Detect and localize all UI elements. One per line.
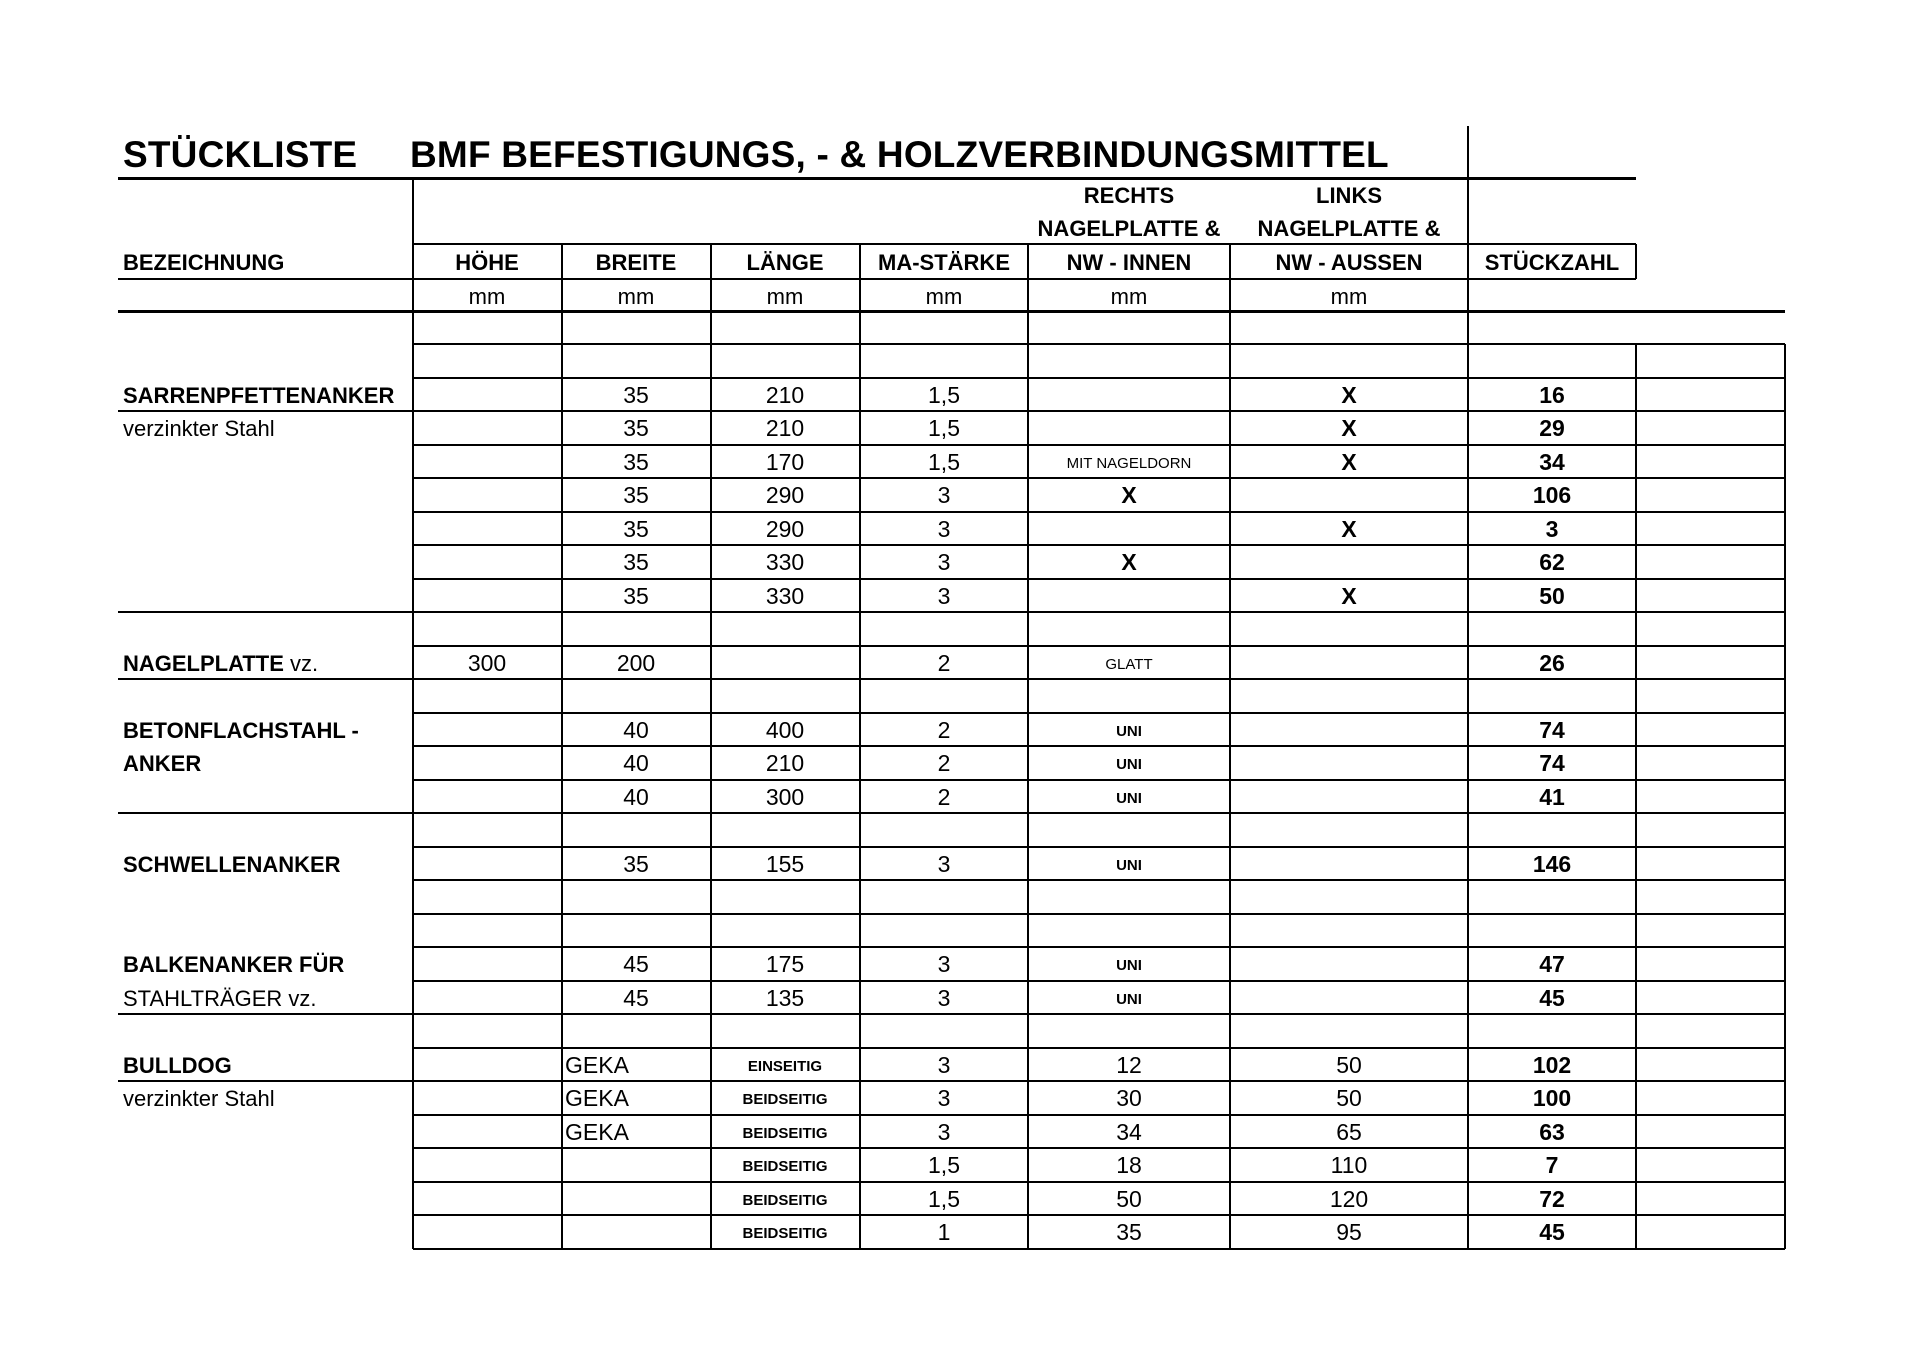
cell-stueckzahl: 26 bbox=[1539, 649, 1565, 676]
header-links-3: NW - AUSSEN bbox=[1275, 250, 1423, 275]
unit-mm: mm bbox=[1110, 284, 1148, 309]
header-rule bbox=[413, 243, 1468, 245]
header-bezeichnung: BEZEICHNUNG bbox=[123, 250, 285, 275]
group-separator bbox=[118, 410, 413, 412]
body-top-rule bbox=[413, 343, 1468, 345]
cell-laenge: 175 bbox=[765, 951, 805, 977]
cell-ma-staerke: 1,5 bbox=[928, 1185, 960, 1212]
cell-breite: 35 bbox=[623, 482, 649, 508]
cell-stueckzahl: 62 bbox=[1539, 549, 1565, 575]
cell-ma-staerke: 3 bbox=[937, 549, 951, 575]
group-separator bbox=[118, 678, 413, 680]
header-rechts-1: RECHTS bbox=[1083, 183, 1175, 208]
group-subtitle: ANKER bbox=[123, 751, 202, 776]
group-name-main: BETONFLACHSTAHL - bbox=[123, 717, 359, 743]
cell-rechts: 34 bbox=[1116, 1118, 1142, 1145]
cell-stueckzahl: 102 bbox=[1532, 1051, 1572, 1078]
cell-stueckzahl: 146 bbox=[1532, 850, 1572, 877]
cell-rechts: MIT NAGELDORN bbox=[1066, 454, 1192, 472]
cell-laenge: 135 bbox=[765, 984, 805, 1011]
header-stueckzahl: STÜCKZAHL bbox=[1484, 250, 1620, 275]
cell-ma-staerke: 1,5 bbox=[928, 415, 960, 441]
cell-breite: 35 bbox=[623, 381, 649, 408]
cell-breite: 40 bbox=[623, 750, 649, 776]
cell-ma-staerke: 3 bbox=[937, 1118, 951, 1145]
units-rule bbox=[118, 310, 1785, 313]
row-rule bbox=[413, 645, 1785, 647]
cell-stueckzahl: 41 bbox=[1539, 783, 1565, 810]
cell-stueckzahl: 72 bbox=[1539, 1185, 1565, 1212]
group-subtitle: verzinkter Stahl bbox=[123, 1086, 275, 1111]
row-rule bbox=[413, 846, 1785, 848]
row-rule bbox=[413, 779, 1785, 781]
cell-stueckzahl: 7 bbox=[1545, 1152, 1559, 1178]
cell-breite: GEKA bbox=[565, 1051, 629, 1078]
cell-ma-staerke: 3 bbox=[937, 482, 951, 508]
row-rule bbox=[413, 410, 1785, 412]
cell-ma-staerke: 1 bbox=[937, 1219, 951, 1245]
cell-links: 95 bbox=[1336, 1219, 1362, 1245]
row-rule bbox=[413, 611, 1785, 613]
group-name-main: SARRENPFETTENANKER bbox=[123, 382, 395, 408]
row-rule bbox=[413, 1080, 1785, 1082]
cell-laenge: 210 bbox=[765, 415, 805, 441]
cell-breite: 45 bbox=[623, 984, 649, 1011]
header-rule-lower-right bbox=[1468, 278, 1636, 280]
row-rule bbox=[413, 946, 1785, 948]
document-title: STÜCKLISTE bbox=[123, 134, 358, 175]
cell-rechts: UNI bbox=[1116, 957, 1142, 974]
cell-stueckzahl: 106 bbox=[1532, 482, 1572, 508]
unit-mm: mm bbox=[1330, 284, 1368, 309]
row-rule bbox=[413, 1147, 1785, 1149]
cell-rechts: X bbox=[1121, 549, 1137, 575]
body-top-rule-right bbox=[1468, 343, 1785, 345]
row-rule bbox=[413, 578, 1785, 580]
group-name-main: SCHWELLENANKER bbox=[123, 851, 341, 877]
group-separator bbox=[118, 1080, 413, 1082]
row-rule bbox=[413, 444, 1785, 446]
cell-links: X bbox=[1341, 415, 1357, 441]
group-name bbox=[123, 1052, 232, 1078]
group-name bbox=[123, 851, 341, 877]
row-rule bbox=[413, 544, 1785, 546]
cell-ma-staerke: 3 bbox=[937, 582, 951, 609]
cell-stueckzahl: 3 bbox=[1545, 515, 1559, 542]
row-rule bbox=[413, 879, 1785, 881]
cell-breite: 200 bbox=[616, 649, 656, 676]
cell-ma-staerke: 2 bbox=[937, 716, 951, 743]
group-separator bbox=[118, 611, 413, 613]
cell-ma-staerke: 1,5 bbox=[928, 1152, 960, 1178]
cell-ma-staerke: 3 bbox=[937, 951, 951, 977]
cell-ma-staerke: 2 bbox=[937, 783, 951, 810]
cell-breite: 40 bbox=[623, 716, 649, 743]
cell-ma-staerke: 3 bbox=[937, 1085, 951, 1111]
row-rule bbox=[413, 477, 1785, 479]
cell-stueckzahl: 50 bbox=[1539, 582, 1565, 609]
group-name-main: BULLDOG bbox=[123, 1052, 232, 1078]
cell-rechts: 35 bbox=[1116, 1219, 1142, 1245]
cell-laenge: 170 bbox=[765, 448, 805, 475]
unit-mm: mm bbox=[925, 284, 963, 309]
cell-links: X bbox=[1341, 582, 1357, 609]
cell-laenge: 290 bbox=[765, 482, 805, 508]
cell-laenge: 210 bbox=[765, 381, 805, 408]
group-subtitle: STAHLTRÄGER vz. bbox=[123, 985, 317, 1011]
group-name-main: NAGELPLATTE bbox=[123, 650, 284, 676]
row-rule bbox=[413, 1047, 1785, 1049]
cell-rechts: 18 bbox=[1116, 1152, 1142, 1178]
row-rule bbox=[413, 980, 1785, 982]
cell-stueckzahl: 34 bbox=[1539, 448, 1565, 475]
cell-breite: GEKA bbox=[565, 1118, 629, 1145]
cell-laenge: BEIDSEITIG bbox=[742, 1091, 828, 1108]
cell-ma-staerke: 3 bbox=[937, 1051, 951, 1078]
row-rule bbox=[413, 1181, 1785, 1183]
cell-stueckzahl: 63 bbox=[1539, 1118, 1565, 1145]
cell-laenge: 300 bbox=[765, 783, 805, 810]
cell-breite: 35 bbox=[623, 448, 649, 475]
row-rule bbox=[413, 1214, 1785, 1216]
row-rule bbox=[413, 1248, 1785, 1250]
row-rule bbox=[413, 1114, 1785, 1116]
cell-stueckzahl: 100 bbox=[1532, 1085, 1572, 1111]
cell-hoehe: 300 bbox=[467, 649, 507, 676]
cell-breite: 35 bbox=[623, 549, 649, 575]
unit-mm: mm bbox=[766, 284, 804, 309]
cell-rechts: 50 bbox=[1116, 1185, 1142, 1212]
cell-rechts: GLATT bbox=[1105, 655, 1153, 673]
cell-links: X bbox=[1341, 515, 1357, 542]
cell-rechts: UNI bbox=[1116, 756, 1142, 773]
cell-links: X bbox=[1341, 381, 1357, 408]
cell-rechts: X bbox=[1121, 482, 1137, 508]
group-name bbox=[123, 954, 344, 976]
group-separator bbox=[118, 812, 413, 814]
header-links-2: NAGELPLATTE & bbox=[1257, 216, 1441, 241]
group-name-suffix: vz. bbox=[283, 650, 319, 676]
cell-laenge: 330 bbox=[765, 549, 805, 575]
unit-mm: mm bbox=[617, 284, 655, 309]
header-ma-staerke: MA-STÄRKE bbox=[878, 250, 1010, 275]
cell-links: 110 bbox=[1330, 1152, 1368, 1178]
cell-stueckzahl: 74 bbox=[1539, 716, 1565, 743]
header-hoehe: HÖHE bbox=[455, 250, 519, 275]
cell-ma-staerke: 1,5 bbox=[928, 448, 960, 475]
group-name bbox=[123, 650, 319, 676]
cell-stueckzahl: 45 bbox=[1539, 1219, 1565, 1245]
stueckzahl-box-right bbox=[1635, 244, 1637, 279]
cell-stueckzahl: 16 bbox=[1539, 381, 1565, 408]
header-rechts-3: NW - INNEN bbox=[1066, 250, 1192, 275]
header-links-1: LINKS bbox=[1316, 183, 1382, 208]
row-rule bbox=[413, 913, 1785, 915]
cell-links: 65 bbox=[1336, 1118, 1362, 1145]
cell-rechts: UNI bbox=[1116, 722, 1142, 740]
cell-breite: 35 bbox=[623, 415, 649, 441]
cell-laenge: 400 bbox=[765, 716, 805, 743]
row-rule bbox=[413, 377, 1785, 379]
cell-rechts: 30 bbox=[1116, 1085, 1142, 1111]
cell-breite: 35 bbox=[623, 582, 649, 609]
group-name-main: BALKENANKER FÜR bbox=[123, 952, 345, 977]
cell-breite: 40 bbox=[623, 783, 649, 810]
row-rule bbox=[413, 678, 1785, 680]
row-rule bbox=[413, 745, 1785, 747]
title-underline bbox=[118, 177, 1468, 180]
cell-rechts: UNI bbox=[1116, 789, 1142, 807]
cell-laenge: BEIDSEITIG bbox=[742, 1124, 828, 1142]
cell-ma-staerke: 3 bbox=[937, 984, 951, 1011]
cell-laenge: 210 bbox=[765, 750, 805, 776]
row-rule bbox=[413, 712, 1785, 714]
cell-ma-staerke: 3 bbox=[937, 850, 951, 877]
cell-laenge: EINSEITIG bbox=[747, 1057, 823, 1075]
cell-laenge: BEIDSEITIG bbox=[742, 1225, 828, 1242]
cell-breite: 35 bbox=[623, 515, 649, 542]
cell-laenge: 155 bbox=[765, 850, 805, 877]
cell-breite: 35 bbox=[623, 850, 649, 877]
cell-links: X bbox=[1341, 448, 1357, 475]
header-breite: BREITE bbox=[595, 250, 677, 275]
unit-mm: mm bbox=[468, 284, 506, 309]
cell-ma-staerke: 1,5 bbox=[928, 381, 960, 408]
cell-laenge: BEIDSEITIG bbox=[742, 1191, 828, 1209]
cell-rechts: UNI bbox=[1116, 990, 1142, 1008]
row-rule bbox=[413, 1013, 1785, 1015]
group-separator bbox=[118, 1013, 413, 1015]
group-subtitle: verzinkter Stahl bbox=[123, 416, 275, 441]
group-name bbox=[123, 717, 359, 743]
title-divider bbox=[1467, 126, 1469, 178]
cell-stueckzahl: 47 bbox=[1539, 951, 1565, 977]
title-underline-right bbox=[1468, 177, 1636, 180]
cell-breite: 45 bbox=[623, 951, 649, 977]
row-rule bbox=[413, 511, 1785, 513]
cell-ma-staerke: 3 bbox=[937, 515, 951, 542]
cell-ma-staerke: 2 bbox=[937, 649, 951, 676]
header-rule-right bbox=[1468, 243, 1636, 245]
cell-ma-staerke: 2 bbox=[937, 750, 951, 776]
document-subtitle: BMF BEFESTIGUNGS, - & HOLZVERBINDUNGSMITTEL bbox=[410, 134, 1389, 175]
cell-breite: GEKA bbox=[565, 1085, 629, 1111]
cell-stueckzahl: 45 bbox=[1539, 984, 1565, 1011]
cell-links: 50 bbox=[1336, 1085, 1362, 1111]
cell-rechts: 12 bbox=[1116, 1051, 1142, 1078]
cell-laenge: 290 bbox=[765, 515, 805, 542]
cell-rechts: UNI bbox=[1116, 856, 1142, 874]
cell-links: 120 bbox=[1329, 1185, 1369, 1212]
header-rechts-2: NAGELPLATTE & bbox=[1037, 216, 1221, 241]
cell-links: 50 bbox=[1336, 1051, 1362, 1078]
header-laenge: LÄNGE bbox=[746, 250, 824, 275]
header-rule-lower bbox=[118, 278, 1468, 280]
group-name bbox=[123, 382, 395, 408]
cell-stueckzahl: 29 bbox=[1539, 415, 1565, 441]
cell-laenge: 330 bbox=[765, 582, 805, 609]
cell-stueckzahl: 74 bbox=[1539, 750, 1565, 776]
row-rule bbox=[413, 812, 1785, 814]
cell-laenge: BEIDSEITIG bbox=[742, 1158, 828, 1175]
